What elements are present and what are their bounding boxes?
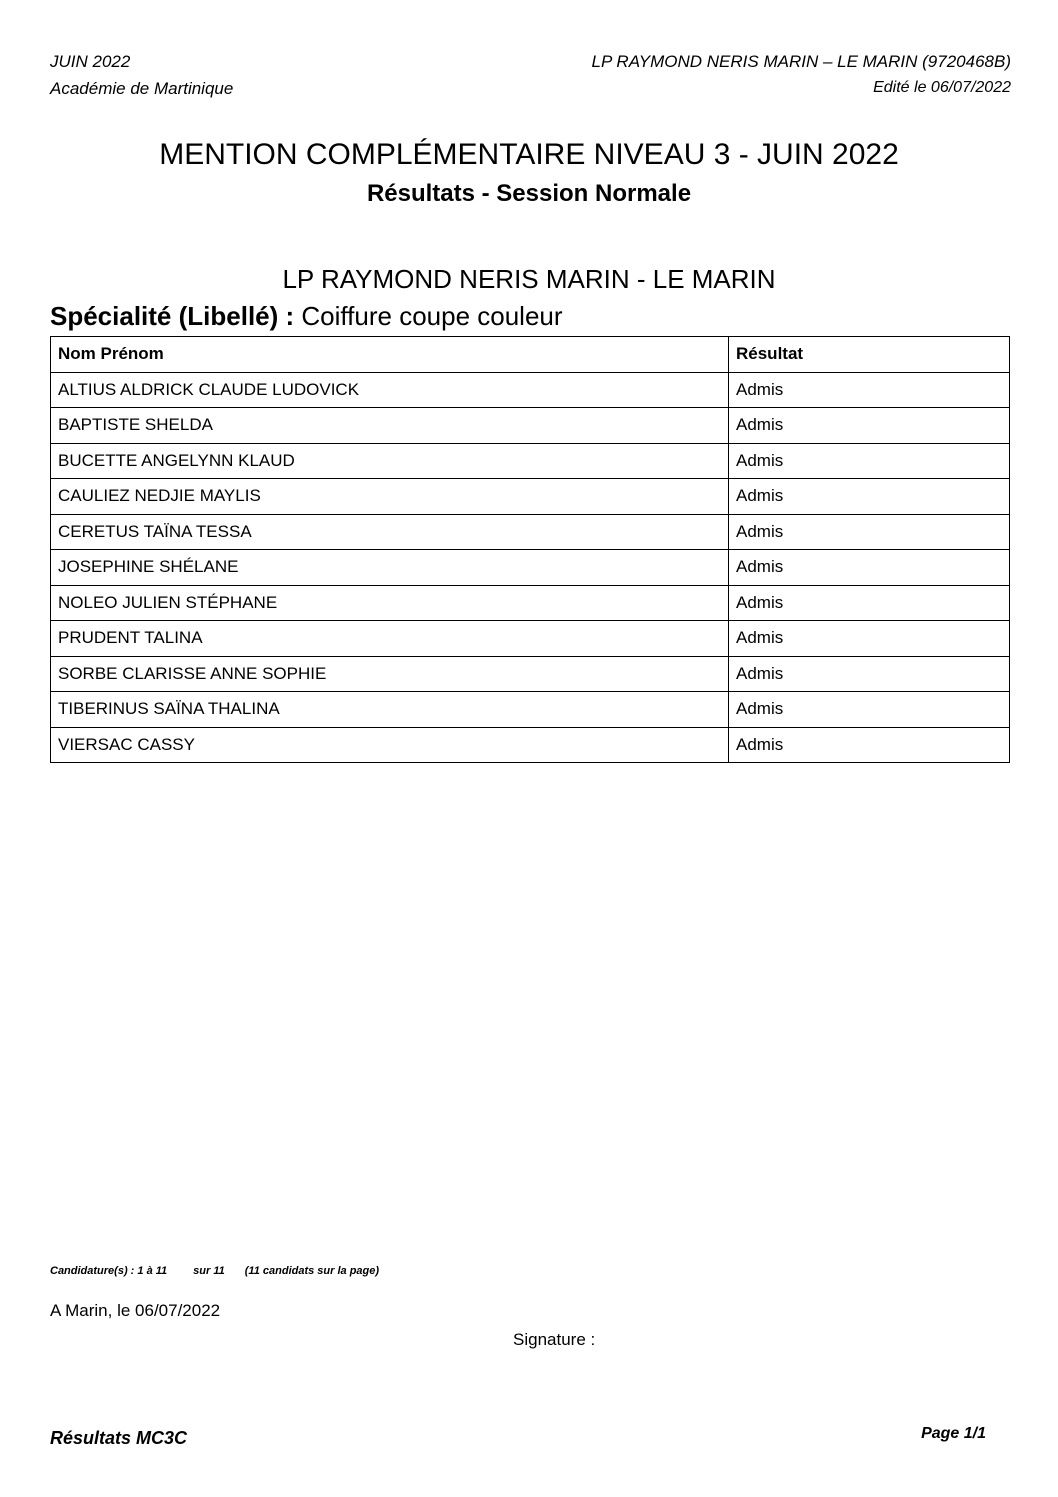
- table-row: [51, 443, 1010, 479]
- candidate-result: Admis: [729, 479, 1010, 515]
- candidate-name: JOSEPHINE SHÉLANE: [51, 550, 729, 586]
- candidate-name: BUCETTE ANGELYNN KLAUD: [51, 443, 729, 479]
- count-page: (11 candidats sur la page): [244, 1265, 380, 1277]
- candidate-result: Admis: [729, 443, 1010, 479]
- table-row: [51, 727, 1010, 763]
- school-name: LP RAYMOND NERIS MARIN - LE MARIN: [282, 264, 776, 294]
- candidate-name: SORBE CLARISSE ANNE SOPHIE: [51, 656, 729, 692]
- candidate-result: Admis: [729, 621, 1010, 657]
- header-date: JUIN 2022: [50, 52, 131, 71]
- table-header-row: [51, 337, 1010, 373]
- candidate-name: ALTIUS ALDRICK CLAUDE LUDOVICK: [51, 372, 729, 408]
- header-edit-date: Edité le 06/07/2022: [873, 79, 1011, 96]
- table-row: [51, 692, 1010, 728]
- candidate-name: VIERSAC CASSY: [51, 727, 729, 763]
- page-number: Page 1/1: [921, 1425, 986, 1442]
- candidate-name: BAPTISTE SHELDA: [51, 408, 729, 444]
- candidate-result: Admis: [729, 550, 1010, 586]
- candidate-result: Admis: [729, 585, 1010, 621]
- candidate-result: Admis: [729, 514, 1010, 550]
- speciality: [50, 301, 563, 332]
- header-school: LP RAYMOND NERIS MARIN – LE MARIN (9720468B): [591, 52, 1011, 71]
- header-academy: Académie de Martinique: [50, 79, 234, 98]
- document-name: Résultats MC3C: [50, 1428, 188, 1448]
- column-header-name: Nom Prénom: [51, 337, 729, 373]
- table-row: [51, 656, 1010, 692]
- table-row: [51, 585, 1010, 621]
- candidate-name: NOLEO JULIEN STÉPHANE: [51, 585, 729, 621]
- table-row: [51, 408, 1010, 444]
- count-total: sur 11: [193, 1265, 225, 1277]
- candidate-name: CERETUS TAÏNA TESSA: [51, 514, 729, 550]
- place-date: A Marin, le 06/07/2022: [50, 1301, 221, 1320]
- table-row: [51, 372, 1010, 408]
- candidate-result: Admis: [729, 408, 1010, 444]
- count-range: Candidature(s) : 1 à 11: [50, 1265, 168, 1277]
- candidate-result: Admis: [729, 727, 1010, 763]
- table-row: [51, 479, 1010, 515]
- speciality-label: Spécialité (Libellé) :: [50, 301, 295, 331]
- candidate-name: TIBERINUS SAÏNA THALINA: [51, 692, 729, 728]
- candidate-result: Admis: [729, 692, 1010, 728]
- candidate-name: PRUDENT TALINA: [51, 621, 729, 657]
- candidate-result: Admis: [729, 372, 1010, 408]
- candidate-name: CAULIEZ NEDJIE MAYLIS: [51, 479, 729, 515]
- candidate-result: Admis: [729, 656, 1010, 692]
- table-row: [51, 550, 1010, 586]
- table-row: [51, 621, 1010, 657]
- column-header-result: Résultat: [729, 337, 1010, 373]
- results-table: [50, 336, 1010, 763]
- candidate-count: [50, 1265, 379, 1277]
- page-title: MENTION COMPLÉMENTAIRE NIVEAU 3 - JUIN 2022: [159, 138, 899, 171]
- speciality-value: Coiffure coupe couleur: [294, 301, 563, 331]
- page-subtitle: Résultats - Session Normale: [366, 180, 692, 207]
- table-row: [51, 514, 1010, 550]
- signature-label: Signature :: [513, 1330, 596, 1349]
